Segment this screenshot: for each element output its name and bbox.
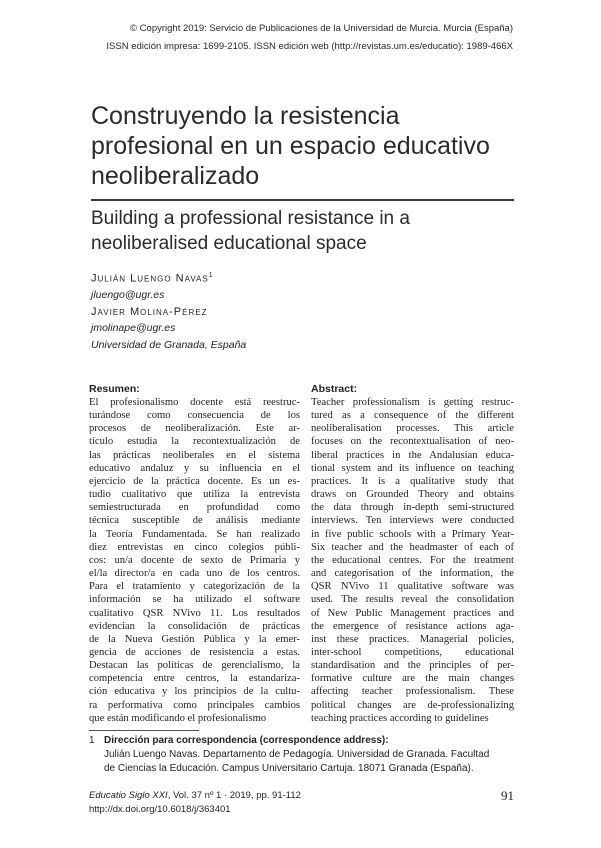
- resumen-line: ejercicio de la práctica docente. Es un es-: [89, 475, 300, 487]
- resumen-line: ra performativa como principales cambios: [89, 699, 300, 711]
- resumen-line: educativo andaluz y su influencia en el: [89, 462, 300, 474]
- abstract-line: Teacher professionalism is getting restruc-: [311, 397, 514, 408]
- author-1-name: Julián Luengo Navas: [91, 272, 209, 285]
- author-block: [91, 268, 391, 353]
- footnote-number: 1: [89, 735, 95, 746]
- footnote: [89, 734, 514, 776]
- footnote-divider: [89, 730, 199, 731]
- resumen-line: procesos de neoliberalización. Este ar-: [89, 423, 300, 435]
- resumen-line: el/la director/a en cada uno de los centros.: [89, 568, 300, 580]
- resumen-line: tudio cualitativo que utiliza la entrevista: [89, 489, 300, 501]
- resumen-line: competencia entre centros, la estandariza-: [89, 673, 300, 685]
- abstract-line: of New Public Management practices and: [311, 607, 514, 619]
- resumen-line: de la Nueva Gestión Pública y la emer-: [89, 633, 300, 645]
- resumen-line: la Teoría Fundamentada. Se han realizado: [89, 528, 300, 540]
- page-footer: [89, 789, 514, 817]
- abstract-line: inst these practices. Managerial policies,: [311, 633, 514, 645]
- spanish-title: Construyendo la resistencia profesional en un espacio educativo neoliberalizado: [91, 102, 490, 190]
- footnote-line-2: de Ciencias la Educación. Campus Universitario Cartuja. 18071 Granada (España).: [104, 763, 474, 774]
- abstract-line: standardisation and the principles of per-: [311, 660, 514, 672]
- author-1-footnote-mark: 1: [208, 272, 213, 279]
- resumen-line: información se ha utilizado el software: [89, 594, 300, 606]
- resumen-line: técnica susceptible de análisis mediante: [89, 515, 300, 527]
- resumen-line: evidencian la consolidación de prácticas: [89, 620, 300, 632]
- resumen-line: tículo estudia la recontextualización de: [89, 436, 300, 448]
- resumen-line: ción educativa y los principios de la cultu-: [89, 686, 300, 698]
- page-number: 91: [501, 788, 514, 803]
- resumen-line: Destacan las políticas de gerencialismo, la: [89, 660, 300, 672]
- abstract-line: QSR NVivo 11 qualitative software was: [311, 581, 514, 593]
- abstract-line: inter-school competitions, educational: [311, 646, 514, 658]
- abstract-line: in five public schools with a Primary Year-: [311, 528, 514, 540]
- resumen-heading: Resumen:: [89, 383, 140, 395]
- resumen-line: El profesionalismo docente está reestruc-: [89, 397, 300, 408]
- abstract-line: interviews. Ten interviews were conducted: [311, 515, 514, 527]
- abstract-line: tured as a consequence of the different: [311, 410, 514, 422]
- abstract-line: neoliberalisation processes. This article: [311, 423, 514, 435]
- abstract-line: used. The results reveal the consolidation: [311, 594, 514, 606]
- abstract-line: practices. It is a qualitative study that: [311, 475, 514, 487]
- author-1: [91, 268, 391, 287]
- abstract-line: liberal practices in the Andalusian educa-: [311, 449, 514, 461]
- resumen-line: cualitativo QSR NVivo 11. Los resultados: [89, 607, 300, 619]
- abstract-line: teaching practices according to guidelines: [311, 712, 489, 724]
- author-2-name: Javier Molina-Pérez: [91, 305, 208, 318]
- english-title: Building a professional resistance in a neoliberalised educational space: [91, 208, 410, 254]
- author-2-email[interactable]: jmolinape@ugr.es: [91, 322, 176, 334]
- abstract-line: draws on Grounded Theory and obtains: [311, 489, 514, 501]
- resumen-line: semiestructurada en profundidad como: [89, 502, 300, 514]
- affiliation: Universidad de Granada, España: [91, 338, 247, 351]
- footnote-heading: Dirección para correspondencia (correspondence address):: [104, 735, 389, 746]
- abstract-line: focuses on the recontextualisation of neo-: [311, 436, 514, 448]
- citation-info: , Vol. 37 nº 1 · 2019, pp. 91-112: [167, 790, 301, 801]
- abstract-line: Six teacher and the headmaster of each of: [311, 541, 514, 553]
- abstract-line: formative culture are the main changes: [311, 673, 514, 685]
- resumen-line: diez entrevistas en cinco colegios públi-: [89, 541, 300, 553]
- abstract-line: affecting teacher professionalism. These: [311, 686, 514, 698]
- issn-line: ISSN edición impresa: 1699-2105. ISSN edición web (http://revistas.um.es/educatio): 1989-466X: [106, 41, 513, 52]
- abstract-text: [311, 396, 514, 725]
- resumen-text: [89, 396, 300, 725]
- title-divider: [91, 199, 514, 201]
- abstract-column: [311, 383, 514, 725]
- abstract-heading: Abstract:: [311, 383, 358, 395]
- journal-name: Educatio Siglo XXI: [89, 790, 168, 801]
- resumen-line: las prácticas neoliberales en el sistema: [89, 449, 300, 461]
- author-1-email[interactable]: jluengo@ugr.es: [91, 289, 165, 301]
- abstract-line: tional system and its influence on teaching: [311, 462, 514, 474]
- resumen-column: [89, 383, 300, 725]
- resumen-line: turándose como consecuencia de los: [89, 410, 300, 422]
- resumen-line: cos: un/a docente de sexto de Primaria y: [89, 554, 300, 566]
- abstract-line: the emergence of resistance actions aga-: [311, 620, 514, 632]
- abstract-line: political changes are de-professionalizing: [311, 699, 514, 711]
- abstract-line: the educational centres. For the treatment: [311, 554, 514, 566]
- abstract-line: and categorisation of the information, the: [311, 568, 514, 580]
- resumen-line: gencia de acciones de resistencia a estas.: [89, 646, 300, 658]
- doi-link[interactable]: http://dx.doi.org/10.6018/j/363401: [89, 804, 231, 815]
- resumen-line: Para el tratamiento y categorización de la: [89, 581, 300, 593]
- footnote-line-1: Julián Luengo Navas. Departamento de Pedagogía. Universidad de Granada. Facultad: [104, 749, 490, 760]
- copyright-line: © Copyright 2019: Servicio de Publicaciones de la Universidad de Murcia. Murcia (España): [130, 23, 513, 34]
- resumen-line: que están modificando el profesionalismo: [89, 712, 267, 724]
- abstract-line: the data through in-depth semi-structured: [311, 502, 514, 514]
